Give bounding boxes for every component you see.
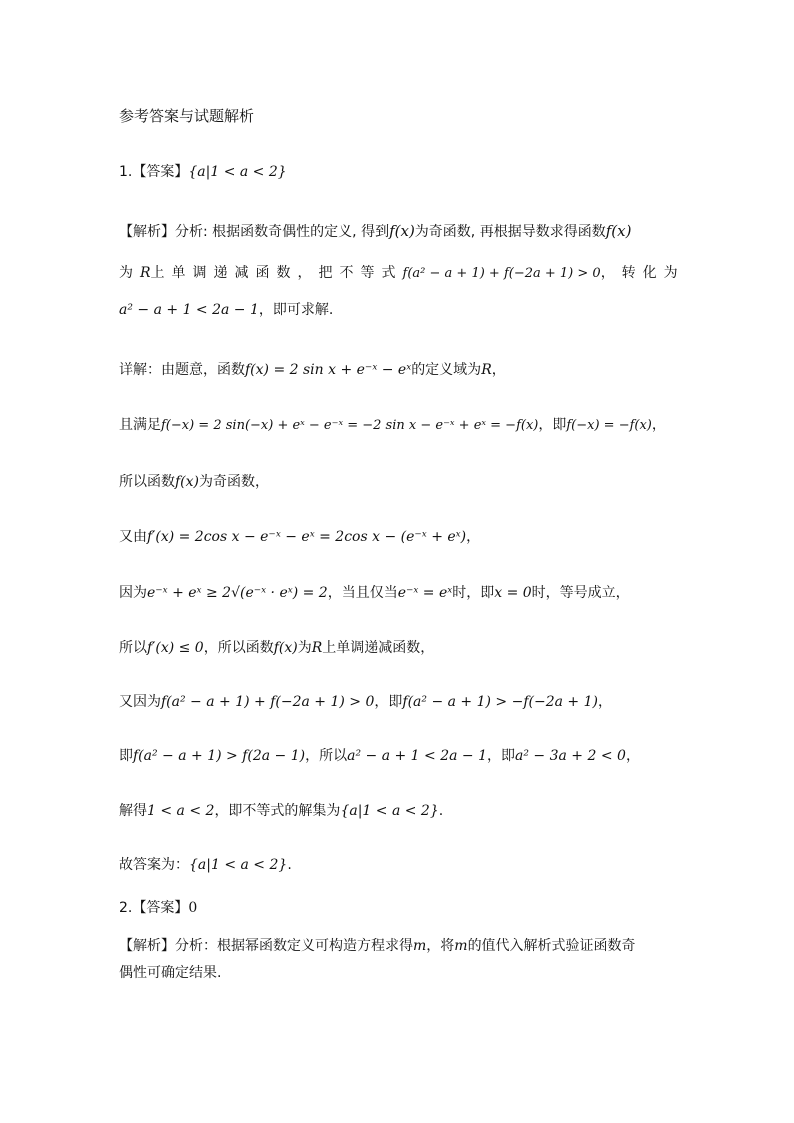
- q2-answer-line: [119, 898, 197, 918]
- detail-text: 的定义域为: [411, 362, 482, 378]
- detail-text: 且满足: [119, 417, 161, 433]
- final-answer-text: .: [287, 857, 292, 873]
- q2-analysis-line-1: [119, 936, 636, 956]
- q1-analysis-line-3: [119, 300, 333, 320]
- detail-text: ，: [651, 417, 666, 433]
- math-fx: f(x): [175, 474, 200, 490]
- q1-analysis-text: ，即可求解.: [258, 302, 334, 318]
- q1-detail-line-2: [119, 415, 666, 436]
- q2-analysis-text: ，将: [426, 938, 455, 954]
- q1-detail-line-9: [119, 801, 443, 821]
- q1-answer-line: [119, 162, 287, 182]
- detail-text: ，即: [374, 694, 403, 710]
- detail-text: 时，即: [452, 585, 495, 601]
- q1-detail-line-4: [119, 527, 480, 547]
- detail-text: 所以: [119, 640, 147, 656]
- q2-analysis-text: 【解析】分析：根据幂函数定义可构造方程求得: [119, 938, 413, 954]
- math-R: R: [311, 640, 323, 656]
- math-m: m: [413, 938, 427, 954]
- detail-text: ，所以函数: [203, 640, 274, 656]
- detail-text: 为奇函数，: [199, 474, 270, 490]
- detail-text: 时，等号成立，: [531, 585, 630, 601]
- detail-text: ，即: [538, 417, 567, 433]
- math-fx: f(x): [273, 640, 298, 656]
- math-equation: f(−x) = −f(x): [566, 418, 652, 433]
- math-equation: e⁻ˣ + eˣ ≥ 2√(e⁻ˣ · eˣ) = 2: [147, 585, 328, 601]
- math-equation: f(x) = 2 sin x + e⁻ˣ − eˣ: [245, 362, 412, 378]
- detail-text: 所以函数: [119, 474, 175, 490]
- q1-analysis-line-1: [119, 221, 631, 242]
- q1-analysis-text: 【解析】分析: 根据函数奇偶性的定义, 得到: [119, 224, 390, 240]
- q1-answer-prefix: 1.【答案】: [119, 164, 189, 180]
- final-answer-text: 故答案为：: [119, 857, 189, 873]
- detail-text: .: [438, 803, 444, 819]
- math-R: R: [140, 265, 151, 281]
- detail-text: 又由: [119, 529, 147, 545]
- q1-detail-line-3: [119, 472, 269, 492]
- q2-analysis-text: 的值代入解析式验证函数奇: [467, 938, 636, 954]
- detail-text: 上单调递减函数，: [322, 640, 435, 656]
- math-equation: f′(x) = 2cos x − e⁻ˣ − eˣ = 2cos x − (e⁻ˣ + eˣ): [147, 529, 467, 545]
- page-heading: 参考答案与试题解析: [119, 107, 255, 125]
- detail-text: ，: [625, 748, 640, 764]
- math-fx: f(x): [389, 222, 415, 240]
- detail-text: ，: [466, 529, 481, 545]
- q2-answer-value: 0: [188, 900, 198, 916]
- q1-final-line: [119, 855, 292, 875]
- detail-text: ，即: [487, 748, 516, 764]
- detail-text: ，即不等式的解集为: [214, 803, 341, 819]
- q2-analysis-line-2: 偶性可确定结果.: [119, 965, 222, 981]
- detail-text: 解得: [119, 803, 147, 819]
- detail-text: 因为: [119, 585, 147, 601]
- q1-analysis-line-2: [119, 263, 685, 284]
- detail-text: ，: [491, 362, 506, 378]
- math-inequality: f(a² − a + 1) + f(−2a + 1) > 0: [402, 266, 601, 281]
- math-equation: f(a² − a + 1) > f(2a − 1): [133, 748, 306, 764]
- math-equation: f(a² − a + 1) > −f(−2a + 1): [402, 694, 598, 710]
- detail-text: 即: [119, 748, 133, 764]
- detail-text: ，当且仅当: [327, 585, 398, 601]
- detail-text: ，: [597, 694, 612, 710]
- q1-analysis-text: 为: [119, 265, 140, 281]
- math-fx: f(x): [605, 222, 632, 240]
- math-equation: f′(x) ≤ 0: [147, 640, 204, 656]
- detail-text: ，所以: [305, 748, 348, 764]
- math-solution-set: {a|1 < a < 2}: [189, 857, 288, 873]
- math-equation: f(a² − a + 1) + f(−2a + 1) > 0: [161, 694, 375, 710]
- q1-analysis-text: 上单调递减函数，把不等式: [150, 265, 403, 281]
- q1-detail-line-1: [119, 360, 506, 380]
- detail-text: 详解：由题意，函数: [119, 362, 245, 378]
- q1-analysis-text: 为奇函数, 再根据导数求得函数: [414, 224, 606, 240]
- math-equation: 1 < a < 2: [147, 803, 215, 819]
- math-equation: x = 0: [494, 585, 532, 601]
- detail-text: 为: [297, 640, 312, 656]
- q1-detail-line-8: [119, 746, 640, 766]
- math-equation: e⁻ˣ = eˣ: [397, 585, 453, 601]
- q1-detail-line-7: [119, 692, 612, 712]
- math-R: R: [481, 362, 492, 378]
- math-m: m: [454, 938, 468, 954]
- math-equation: a² − a + 1 < 2a − 1: [347, 748, 488, 764]
- q1-answer-set: {a|1 < a < 2}: [188, 164, 287, 180]
- math-equation: f(−x) = 2 sin(−x) + eˣ − e⁻ˣ = −2 sin x − e⁻ˣ + eˣ = −f(x): [161, 418, 539, 433]
- math-solution-set: {a|1 < a < 2}: [340, 803, 439, 819]
- q2-answer-prefix: 2.【答案】: [119, 900, 189, 916]
- q1-analysis-text: ，转化为: [600, 265, 685, 281]
- math-equation: a² − 3a + 2 < 0: [515, 748, 626, 764]
- q1-detail-line-6: [119, 638, 434, 658]
- q1-detail-line-5: [119, 583, 630, 603]
- detail-text: 又因为: [119, 694, 161, 710]
- math-inequality: a² − a + 1 < 2a − 1: [119, 302, 259, 318]
